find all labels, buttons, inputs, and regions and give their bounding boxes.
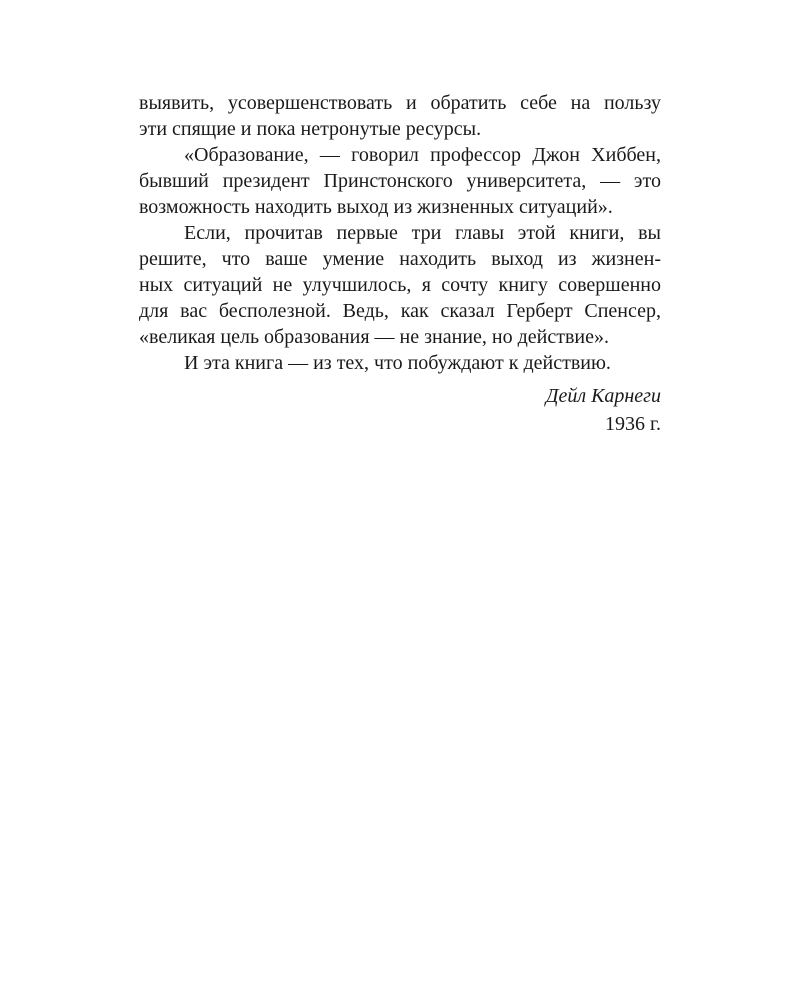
text-line: эти спящие и пока нетронутые ресурсы. bbox=[139, 118, 482, 140]
text-line: бывший президент Принстонского университета, — это bbox=[139, 170, 661, 192]
text-line: И эта книга — из тех, что побуждают к действию. bbox=[184, 352, 611, 374]
signature-year: 1936 г. bbox=[605, 413, 661, 435]
text-line: возможность находить выход из жизненных ситуаций». bbox=[139, 196, 613, 218]
text-line: «Образование, — говорил профессор Джон Хиббен, bbox=[184, 144, 661, 166]
signature-author: Дейл Карнеги bbox=[545, 385, 661, 407]
text-line: выявить, усовершенствовать и обратить себе на пользу bbox=[139, 92, 661, 114]
text-line: Если, прочитав первые три главы этой книги, вы bbox=[184, 222, 661, 244]
text-line: ных ситуаций не улучшилось, я сочту книгу совершенно bbox=[139, 274, 661, 296]
body-text bbox=[139, 90, 661, 438]
text-line: для вас бесполезной. Ведь, как сказал Герберт Спенсер, bbox=[139, 300, 661, 322]
text-line: «великая цель образования — не знание, но действие». bbox=[139, 326, 609, 348]
text-line: решите, что ваше умение находить выход из жизнен- bbox=[139, 248, 661, 270]
